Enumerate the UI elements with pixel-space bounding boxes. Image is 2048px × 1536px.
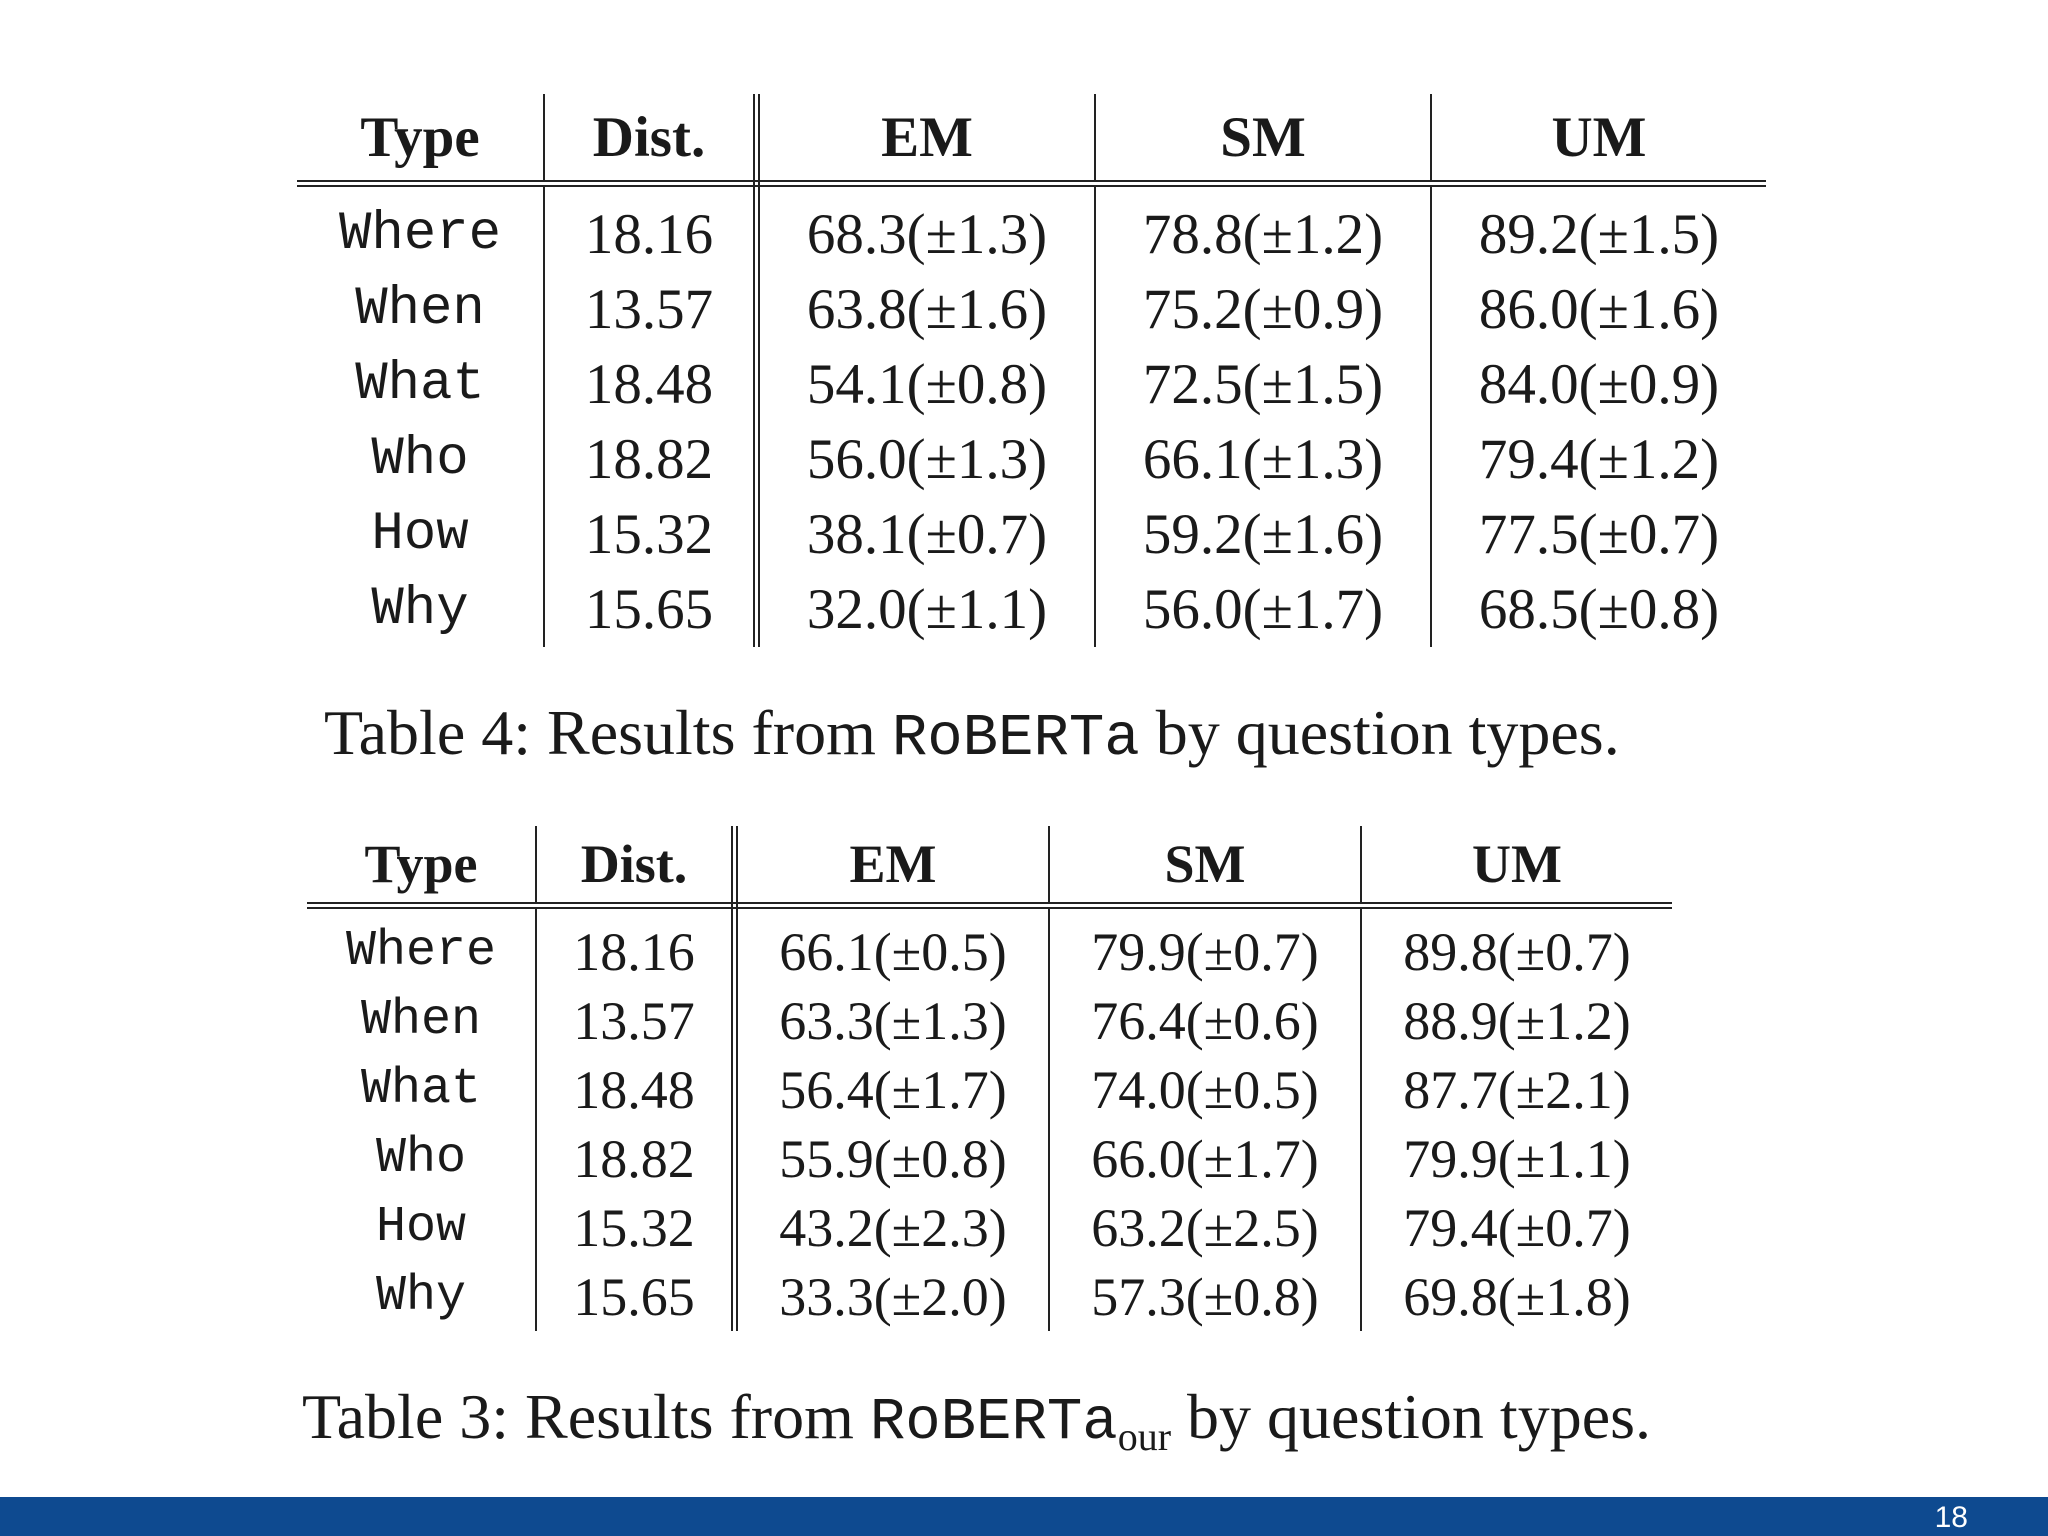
caption-model-name: RoBERTa: [869, 1389, 1118, 1456]
cell-type: Why: [307, 1262, 536, 1331]
table-row: [297, 422, 1766, 497]
cell-um: 79.4(±0.7): [1403, 1197, 1631, 1258]
header-row: [297, 94, 1766, 184]
header-em: EM: [735, 826, 1050, 906]
table-3-grid: [307, 826, 1672, 1331]
caption-prefix: Table 4: Results from: [324, 697, 892, 768]
cell-um: 89.8(±0.7): [1403, 921, 1631, 982]
table-row: [307, 1124, 1672, 1193]
table-row: [297, 184, 1766, 273]
cell-dist: 18.48: [544, 347, 757, 422]
header-dist: Dist.: [544, 94, 757, 184]
cell-sm: 57.3(±0.8): [1049, 1262, 1361, 1331]
cell-type: What: [307, 1055, 536, 1124]
cell-sm: 75.2(±0.9): [1095, 272, 1431, 347]
cell-um: 89.2(±1.5): [1478, 203, 1720, 266]
cell-em: 38.1(±0.7): [757, 497, 1096, 572]
cell-um: 86.0(±1.6): [1478, 278, 1720, 341]
cell-dist: 18.16: [536, 906, 735, 987]
cell-em: 68.3(±1.3): [757, 184, 1096, 273]
cell-sm: 72.5(±1.5): [1095, 347, 1431, 422]
cell-um: 87.7(±2.1): [1403, 1059, 1631, 1120]
cell-em: 63.8(±1.6): [757, 272, 1096, 347]
cell-em: 56.4(±1.7): [735, 1055, 1050, 1124]
table-4-grid: [297, 94, 1766, 647]
cell-um: 79.9(±1.1): [1403, 1128, 1631, 1189]
cell-em: 63.3(±1.3): [735, 986, 1050, 1055]
cell-dist: 13.57: [544, 272, 757, 347]
cell-type: Why: [297, 572, 544, 647]
cell-type: Who: [297, 422, 544, 497]
cell-em: 33.3(±2.0): [735, 1262, 1050, 1331]
cell-em: 66.1(±0.5): [735, 906, 1050, 987]
table-row: [297, 572, 1766, 647]
cell-em: 55.9(±0.8): [735, 1124, 1050, 1193]
cell-dist: 13.57: [536, 986, 735, 1055]
header-type: Type: [297, 94, 544, 184]
header-um: UM: [1361, 826, 1672, 906]
cell-type: How: [307, 1193, 536, 1262]
cell-type: How: [297, 497, 544, 572]
cell-type: When: [307, 986, 536, 1055]
caption-model-name: RoBERTa: [891, 705, 1140, 772]
table-4-caption: [324, 696, 1620, 772]
table-3-caption: [302, 1380, 1651, 1460]
header-sm: SM: [1049, 826, 1361, 906]
cell-dist: 15.65: [544, 572, 757, 647]
header-em: EM: [757, 94, 1096, 184]
cell-dist: 18.82: [544, 422, 757, 497]
header-sm: SM: [1095, 94, 1431, 184]
cell-type: What: [297, 347, 544, 422]
cell-type: Who: [307, 1124, 536, 1193]
cell-type: Where: [307, 906, 536, 987]
cell-dist: 15.65: [536, 1262, 735, 1331]
footer-bar: [0, 1497, 2048, 1536]
header-type: Type: [307, 826, 536, 906]
cell-sm: 78.8(±1.2): [1095, 184, 1431, 273]
cell-sm: 79.9(±0.7): [1049, 906, 1361, 987]
caption-model-subscript: our: [1117, 1414, 1172, 1459]
header-um: UM: [1431, 94, 1766, 184]
table-row: [307, 1262, 1672, 1331]
cell-em: 56.0(±1.3): [757, 422, 1096, 497]
cell-um: 69.8(±1.8): [1403, 1266, 1631, 1327]
cell-dist: 15.32: [536, 1193, 735, 1262]
cell-um: 68.5(±0.8): [1478, 578, 1720, 641]
table-row: [307, 906, 1672, 987]
caption-suffix: by question types.: [1139, 697, 1620, 768]
table-4: [297, 94, 1766, 647]
cell-um: 77.5(±0.7): [1478, 503, 1720, 566]
cell-em: 54.1(±0.8): [757, 347, 1096, 422]
table-row: [307, 1193, 1672, 1262]
table-row: [307, 986, 1672, 1055]
cell-sm: 66.1(±1.3): [1095, 422, 1431, 497]
cell-em: 43.2(±2.3): [735, 1193, 1050, 1262]
cell-dist: 15.32: [544, 497, 757, 572]
cell-dist: 18.16: [544, 184, 757, 273]
cell-sm: 59.2(±1.6): [1095, 497, 1431, 572]
cell-sm: 66.0(±1.7): [1049, 1124, 1361, 1193]
cell-dist: 18.48: [536, 1055, 735, 1124]
table-3: [307, 826, 1672, 1331]
cell-em: 32.0(±1.1): [757, 572, 1096, 647]
header-row: [307, 826, 1672, 906]
cell-type: When: [297, 272, 544, 347]
caption-prefix: Table 3: Results from: [302, 1381, 870, 1452]
header-dist: Dist.: [536, 826, 735, 906]
cell-type: Where: [297, 184, 544, 273]
cell-sm: 63.2(±2.5): [1049, 1193, 1361, 1262]
cell-um: 84.0(±0.9): [1478, 353, 1720, 416]
cell-sm: 74.0(±0.5): [1049, 1055, 1361, 1124]
table-row: [297, 497, 1766, 572]
table-row: [297, 347, 1766, 422]
cell-dist: 18.82: [536, 1124, 735, 1193]
cell-um: 79.4(±1.2): [1478, 428, 1720, 491]
page-number: 18: [1934, 1501, 1968, 1534]
cell-sm: 76.4(±0.6): [1049, 986, 1361, 1055]
cell-um: 88.9(±1.2): [1403, 990, 1631, 1051]
table-row: [307, 1055, 1672, 1124]
cell-sm: 56.0(±1.7): [1095, 572, 1431, 647]
table-row: [297, 272, 1766, 347]
caption-suffix: by question types.: [1171, 1381, 1652, 1452]
